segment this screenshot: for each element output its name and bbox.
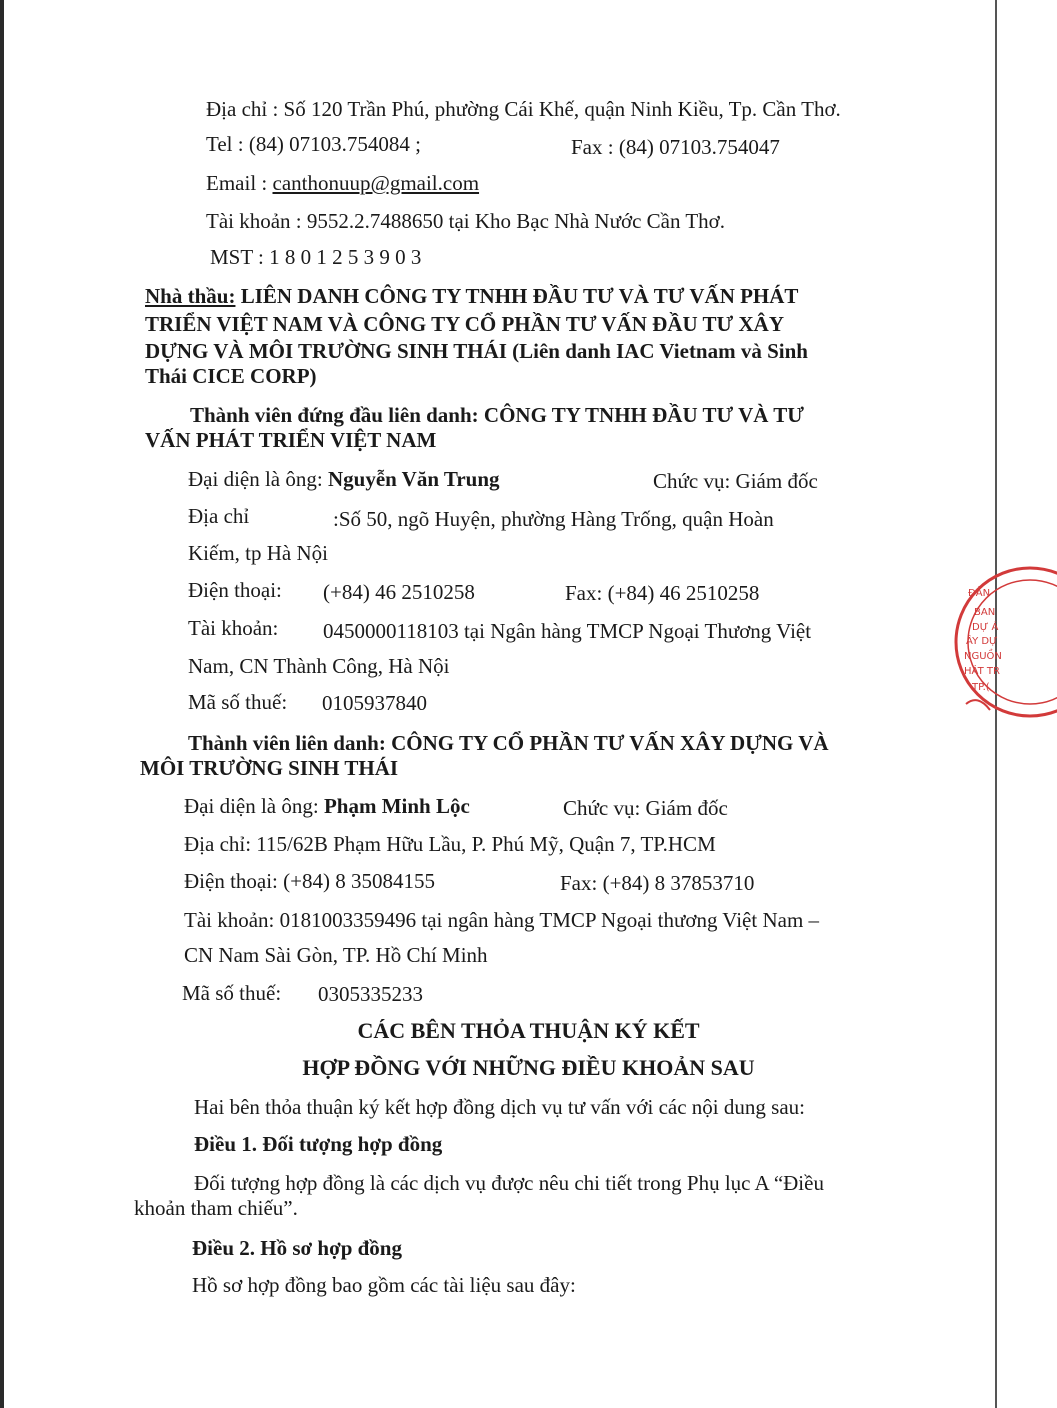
article-1-text-2: khoản tham chiếu”.	[134, 1196, 298, 1220]
article-2-text: Hồ sơ hợp đồng bao gồm các tài liệu sau đây:	[192, 1273, 576, 1297]
member-phone: Điện thoại: (+84) 8 35084155	[184, 869, 435, 893]
lead-member-line-1: Thành viên đứng đầu liên danh: CÔNG TY TNHH ĐẦU TƯ VÀ TƯ	[190, 403, 805, 427]
owner-address: Địa chỉ : Số 120 Trần Phú, phường Cái Khế, quận Ninh Kiều, Tp. Cần Thơ.	[206, 97, 841, 121]
article-1-title: Điều 1. Đối tượng hợp đồng	[194, 1132, 443, 1156]
member-line-2: MÔI TRƯỜNG SINH THÁI	[140, 756, 399, 780]
seal-text-2: DỰ Á	[972, 622, 999, 633]
owner-email-link[interactable]: canthonuup@gmail.com	[272, 171, 480, 195]
lead-phone: (+84) 46 2510258	[323, 580, 475, 604]
lead-phone-label: Điện thoại:	[188, 578, 282, 602]
member-account-1: Tài khoản: 0181003359496 tại ngân hàng TMCP Ngoại thương Việt Nam –	[184, 908, 820, 932]
contractor-line-4: Thái CICE CORP)	[145, 364, 317, 388]
agreement-intro: Hai bên thỏa thuận ký kết hợp đồng dịch vụ tư vấn với các nội dung sau:	[194, 1095, 805, 1119]
scan-edge-left	[0, 0, 4, 1408]
contractor-line-2: TRIỂN VIỆT NAM VÀ CÔNG TY CỔ PHẦN TƯ VẤN ĐẦU TƯ XÂY	[145, 312, 785, 336]
member-account-2: CN Nam Sài Gòn, TP. Hồ Chí Minh	[184, 943, 488, 967]
lead-tax: 0105937840	[322, 691, 427, 715]
lead-account-1: 0450000118103 tại Ngân hàng TMCP Ngoại Thương Việt	[323, 619, 812, 643]
contractor-label: Nhà thầu:	[145, 284, 236, 308]
member-tax: 0305335233	[318, 982, 423, 1006]
contractor-name-part-1: LIÊN DANH CÔNG TY TNHH ĐẦU TƯ VÀ TƯ VẤN PHÁT	[235, 284, 799, 308]
agreement-heading-1: CÁC BÊN THỎA THUẬN KÝ KẾT	[357, 1018, 700, 1043]
member-rep	[184, 793, 470, 819]
contractor-line-1	[145, 283, 798, 309]
lead-member-line-2: VẤN PHÁT TRIỂN VIỆT NAM	[145, 428, 437, 452]
member-line-1: Thành viên liên danh: CÔNG TY CỔ PHẦN TƯ VẤN XÂY DỰNG VÀ	[188, 731, 829, 755]
lead-rep-name: Nguyễn Văn Trung	[327, 467, 500, 491]
lead-address-1: :Số 50, ngõ Huyện, phường Hàng Trống, quận Hoàn	[333, 507, 774, 531]
red-seal-stamp	[952, 570, 1002, 730]
member-tax-label: Mã số thuế:	[182, 981, 282, 1005]
lead-address-label: Địa chỉ	[188, 504, 250, 528]
seal-text-6: TP.(	[972, 682, 990, 693]
seal-text-3: ÂY DỰ	[966, 636, 998, 647]
owner-fax: Fax : (84) 07103.754047	[571, 135, 780, 159]
lead-member-rep	[188, 466, 500, 492]
lead-member-position: Chức vụ: Giám đốc	[653, 469, 818, 493]
lead-fax: Fax: (+84) 46 2510258	[565, 581, 760, 605]
member-rep-label: Đại diện là ông:	[184, 794, 324, 818]
owner-email-label: Email :	[206, 171, 273, 195]
lead-account-label: Tài khoản:	[188, 616, 279, 640]
lead-address-2: Kiếm, tp Hà Nội	[188, 541, 328, 565]
owner-tel: Tel : (84) 07103.754084 ;	[206, 132, 421, 156]
agreement-heading-2: HỢP ĐỒNG VỚI NHỮNG ĐIỀU KHOẢN SAU	[302, 1055, 755, 1080]
article-2-title: Điều 2. Hồ sơ hợp đồng	[192, 1236, 402, 1260]
seal-text-5: HÁT TR	[964, 666, 1000, 677]
article-1-text-1: Đối tượng hợp đồng là các dịch vụ được nêu chi tiết trong Phụ lục A “Điều	[194, 1171, 824, 1195]
member-position: Chức vụ: Giám đốc	[563, 796, 728, 820]
lead-tax-label: Mã số thuế:	[188, 690, 288, 714]
contractor-line-3: DỰNG VÀ MÔI TRƯỜNG SINH THÁI (Liên danh IAC Vietnam và Sinh	[145, 339, 808, 363]
owner-account: Tài khoản : 9552.2.7488650 tại Kho Bạc Nhà Nước Cần Thơ.	[206, 209, 726, 233]
member-fax: Fax: (+84) 8 37853710	[560, 871, 755, 895]
seal-text-1: BAN	[974, 607, 996, 618]
seal-text-4: NGUỒN	[964, 651, 1002, 662]
member-address: Địa chỉ: 115/62B Phạm Hữu Lầu, P. Phú Mỹ, Quận 7, TP.HCM	[184, 832, 716, 856]
lead-account-2: Nam, CN Thành Công, Hà Nội	[188, 654, 450, 678]
lead-rep-label: Đại diện là ông:	[188, 467, 328, 491]
member-rep-name: Phạm Minh Lộc	[323, 794, 470, 818]
seal-text-0: ĐẢN	[968, 588, 991, 599]
owner-email-line	[206, 170, 479, 196]
seal-graphic	[952, 570, 1002, 730]
owner-tax: MST : 1 8 0 1 2 5 3 9 0 3	[210, 245, 422, 269]
